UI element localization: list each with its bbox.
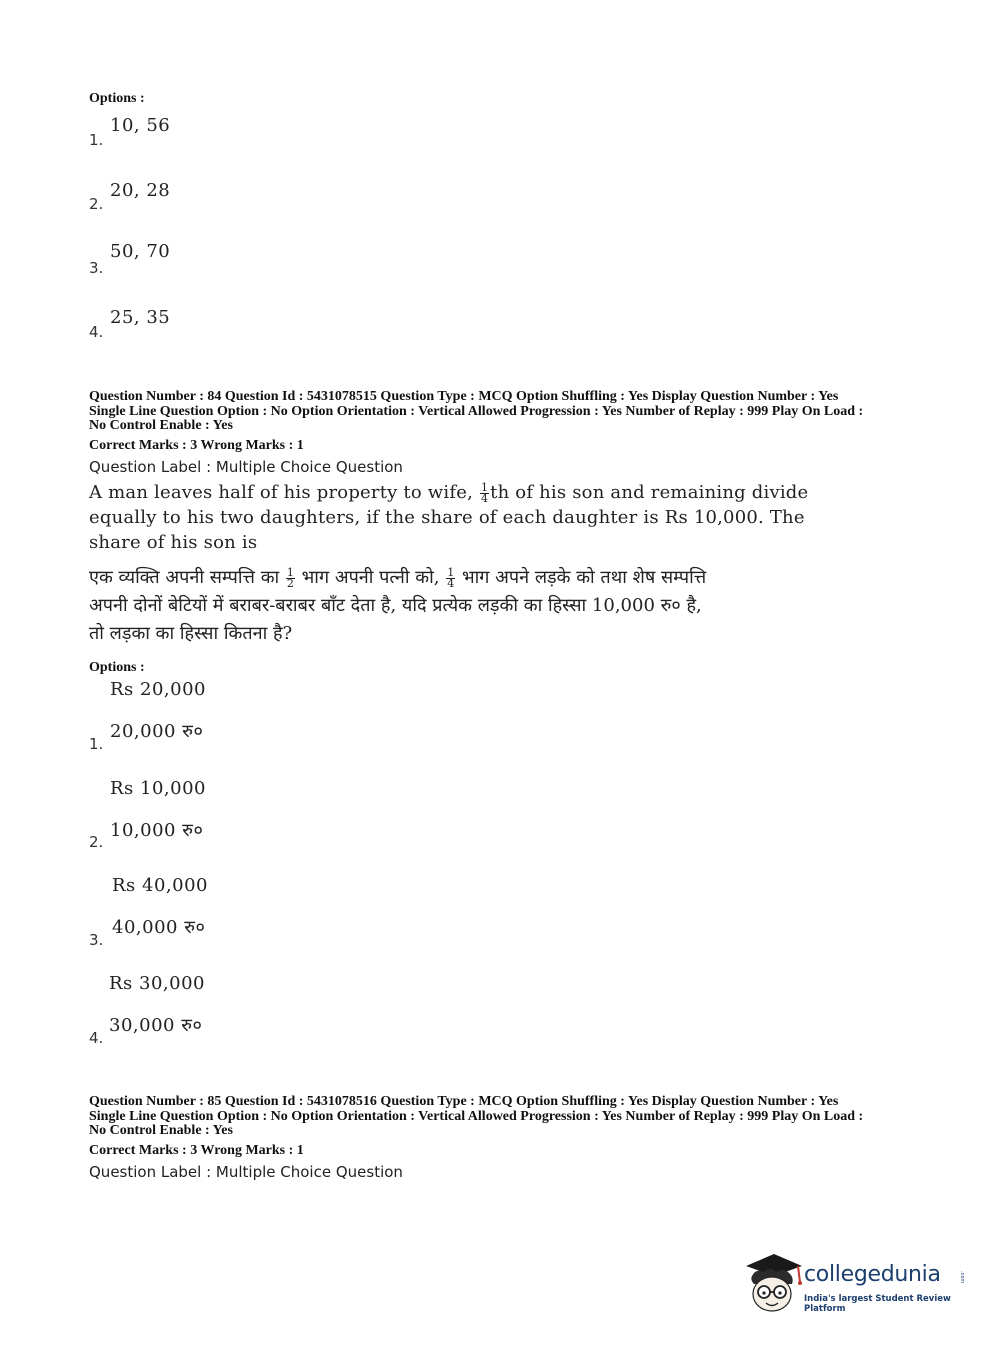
text-span: भाग अपनी पत्नी को, <box>301 567 440 588</box>
fraction-one-fourth: $\frac{1}{4}$ <box>480 480 489 505</box>
question-84-hindi-text <box>89 564 889 648</box>
mascot-icon <box>742 1250 804 1316</box>
option-4-hindi[interactable]: 30,000 रु० <box>109 1015 203 1036</box>
option-2-number: 2. <box>89 195 104 213</box>
option-1-english[interactable]: Rs 20,000 <box>110 679 206 700</box>
fraction-one-fourth: $\frac{1}{4}$ <box>447 565 455 590</box>
question-84-metadata <box>89 390 863 434</box>
logo-wordmark: collegedunia <box>804 1262 941 1287</box>
option-1-hindi[interactable]: 20,000 रु० <box>110 721 204 742</box>
option-1-value[interactable]: 10, 56 <box>110 115 171 136</box>
option-4-number: 4. <box>89 1029 104 1047</box>
question-85-label: Question Label : Multiple Choice Question <box>89 1163 403 1181</box>
option-4-number: 4. <box>89 323 104 341</box>
text-span: एक व्यक्ति अपनी सम्पत्ति का <box>89 567 280 588</box>
question-84-label: Question Label : Multiple Choice Question <box>89 458 403 476</box>
option-2-value[interactable]: 20, 28 <box>110 180 171 201</box>
text-span: A man leaves half of his property to wife, <box>89 482 474 503</box>
option-3-number: 3. <box>89 931 104 949</box>
option-4-english[interactable]: Rs 30,000 <box>109 973 205 994</box>
option-1-number: 1. <box>89 735 104 753</box>
text-line: equally to his two daughters, if the share of each daughter is Rs 10,000. The <box>89 507 805 528</box>
fraction-one-half: $\frac{1}{2}$ <box>286 565 294 590</box>
options-heading: Options : <box>89 91 145 106</box>
text-span: भाग अपने लड़के को तथा शेष सम्पत्ति <box>461 567 707 588</box>
option-3-hindi[interactable]: 40,000 रु० <box>112 917 206 938</box>
meta-line: No Control Enable : Yes <box>89 1123 233 1138</box>
option-2-hindi[interactable]: 10,000 रु० <box>110 820 204 841</box>
option-1-number: 1. <box>89 131 104 149</box>
option-2-number: 2. <box>89 833 104 851</box>
option-3-value[interactable]: 50, 70 <box>110 241 171 262</box>
question-84-marks: Correct Marks : 3 Wrong Marks : 1 <box>89 438 304 453</box>
text-line: share of his son is <box>89 532 258 553</box>
options-heading: Options : <box>89 660 145 675</box>
logo-tagline: India's largest Student Review Platform <box>804 1294 951 1314</box>
meta-line: Question Number : 84 Question Id : 5431078515 Question Type : MCQ Option Shuffling : Yes Display Question Number : Yes <box>89 389 839 404</box>
question-85-marks: Correct Marks : 3 Wrong Marks : 1 <box>89 1143 304 1158</box>
meta-line: No Control Enable : Yes <box>89 418 233 433</box>
option-2-english[interactable]: Rs 10,000 <box>110 778 206 799</box>
text-line: तो लड़का का हिस्सा कितना है? <box>89 623 293 644</box>
meta-line: Single Line Question Option : No Option Orientation : Vertical Allowed Progression : Yes Number of Replay : 999 Play On Load : <box>89 1108 864 1124</box>
meta-line: Question Number : 85 Question Id : 5431078516 Question Type : MCQ Option Shuffling : Yes Display Question Number : Yes <box>89 1094 839 1109</box>
text-line: अपनी दोनों बेटियों में बराबर-बराबर बाँट देता है, यदि प्रत्येक लड़की का हिस्सा 10,000 रु० है, <box>89 595 702 616</box>
logo-domain: .com <box>959 1271 965 1284</box>
collegedunia-logo[interactable] <box>742 1250 972 1320</box>
option-3-english[interactable]: Rs 40,000 <box>112 875 208 896</box>
meta-line: Single Line Question Option : No Option Orientation : Vertical Allowed Progression : Yes Number of Replay : 999 Play On Load : <box>89 403 864 419</box>
question-84-english-text <box>89 480 889 555</box>
option-4-value[interactable]: 25, 35 <box>110 307 171 328</box>
option-3-number: 3. <box>89 259 104 277</box>
question-85-metadata <box>89 1095 863 1139</box>
text-span: th of his son and remaining divide <box>490 482 809 503</box>
